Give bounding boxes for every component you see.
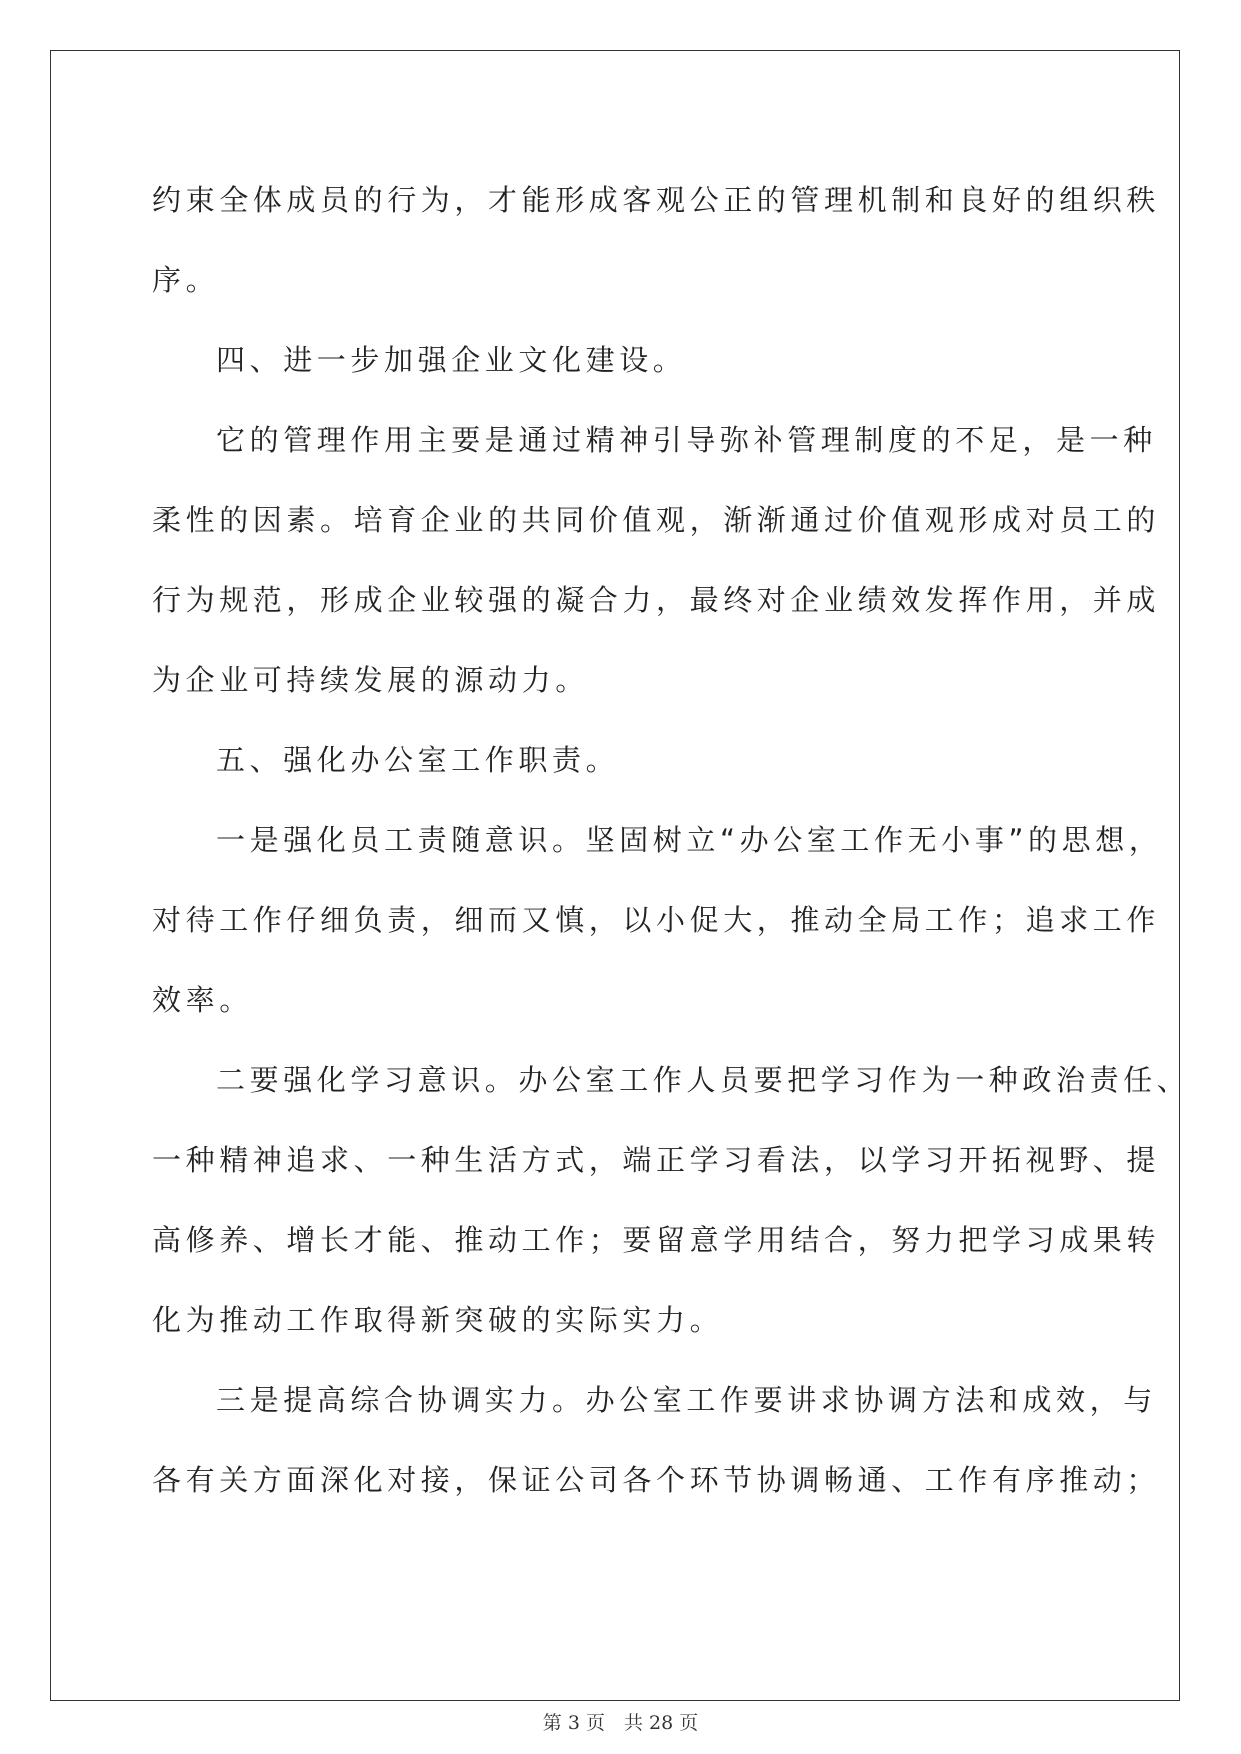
text-line: 化为推动工作取得新突破的实际实力。 — [152, 1303, 724, 1337]
text-line: 三是提高综合协调实力。办公室工作要讲求协调方法和成效，与 — [216, 1383, 1157, 1417]
page-footer — [0, 1708, 1241, 1735]
text-line: 行为规范，形成企业较强的凝合力，最终对企业绩效发挥作用，并成 — [152, 583, 1161, 617]
text-line: 高修养、增长才能、推动工作；要留意学用结合，努力把学习成果转 — [152, 1223, 1161, 1257]
text-line: 五、强化办公室工作职责。 — [216, 743, 620, 777]
text-line: 对待工作仔细负责，细而又慎，以小促大，推动全局工作；追求工作 — [152, 903, 1161, 937]
text-line: 它的管理作用主要是通过精神引导弥补管理制度的不足，是一种 — [216, 423, 1157, 457]
text-line: 四、进一步加强企业文化建设。 — [216, 343, 687, 377]
document-body — [152, 160, 1191, 1520]
text-line: 效率。 — [152, 983, 253, 1017]
text-line: 二要强化学习意识。办公室工作人员要把学习作为一种政治责任、 — [216, 1063, 1191, 1097]
text-line: 序。 — [152, 263, 220, 297]
text-line: 一种精神追求、一种生活方式，端正学习看法，以学习开拓视野、提 — [152, 1143, 1161, 1177]
text-line: 约束全体成员的行为，才能形成客观公正的管理机制和良好的组织秩 — [152, 183, 1161, 217]
text-line: 柔性的因素。培育企业的共同价值观，渐渐通过价值观形成对员工的 — [152, 503, 1161, 537]
page-number-label: 第 3 页 共 28 页 — [542, 1712, 699, 1734]
text-line: 一是强化员工责随意识。坚固树立“办公室工作无小事”的思想， — [216, 823, 1163, 857]
text-line: 为企业可持续发展的源动力。 — [152, 663, 589, 697]
text-line: 各有关方面深化对接，保证公司各个环节协调畅通、工作有序推动； — [152, 1463, 1161, 1497]
